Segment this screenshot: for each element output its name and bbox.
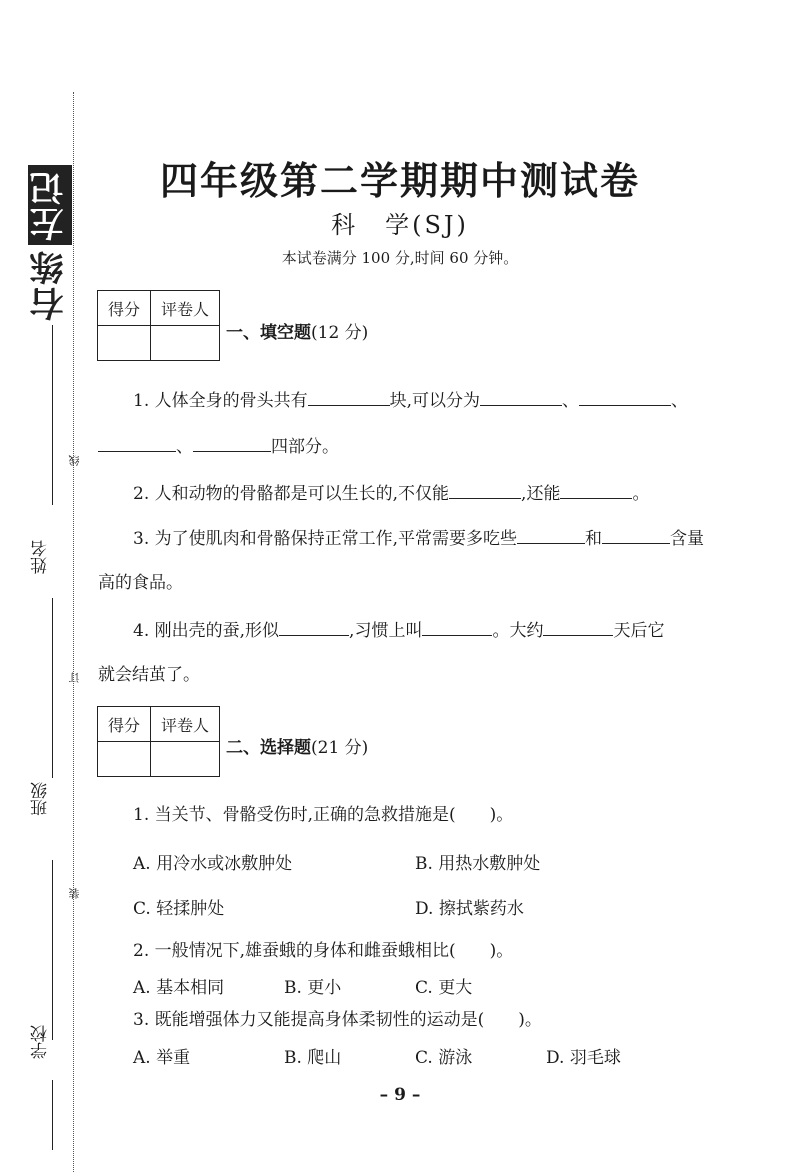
question-1-4: 4. 刚出壳的蚕,形似 ,习惯上叫 。大约 天后它	[133, 617, 753, 643]
option-2-1-b[interactable]: B. 用热水敷肿处	[415, 854, 541, 874]
section-1-title	[226, 318, 368, 343]
blank-answer[interactable]	[279, 617, 349, 636]
blank-answer[interactable]	[543, 617, 613, 636]
option-2-2-b[interactable]: B. 更小	[284, 978, 342, 998]
option-2-1-d[interactable]: D. 擦拭紫药水	[415, 899, 524, 919]
blank-answer[interactable]	[560, 480, 632, 499]
question-1-3: 3. 为了使肌肉和骨骼保持正常工作,平常需要多吃些 和 含量	[133, 525, 753, 551]
question-1-1: 1. 人体全身的骨头共有 块,可以分为 、 、	[133, 387, 753, 413]
school-label: 学校	[31, 1025, 51, 1059]
blank-answer[interactable]	[449, 480, 521, 499]
score-cell[interactable]	[98, 326, 151, 361]
exam-note: 本试卷满分 100 分,时间 60 分钟。	[281, 249, 519, 267]
subject-title: 科 学(SJ)	[331, 211, 469, 239]
option-2-1-c[interactable]: C. 轻揉肿处	[133, 899, 225, 919]
class-line	[52, 860, 53, 1040]
question-2-1: 1. 当关节、骨骼受伤时,正确的急救措施是( )。	[133, 805, 514, 825]
question-2-3: 3. 既能增强体力又能提高身体柔韧性的运动是( )。	[133, 1010, 542, 1030]
cut-mark-bind: 订	[68, 672, 81, 683]
binding-line-top	[52, 325, 53, 505]
score-label: 得分	[98, 707, 151, 742]
blank-answer[interactable]	[308, 387, 390, 406]
option-2-2-c[interactable]: C. 更大	[415, 978, 473, 998]
blank-answer[interactable]	[193, 433, 271, 452]
question-1-3-cont: 高的食品。	[98, 573, 183, 593]
blank-answer[interactable]	[480, 387, 562, 406]
score-label: 得分	[98, 291, 151, 326]
blank-answer[interactable]	[602, 525, 670, 544]
reviewer-label: 评卷人	[151, 291, 220, 326]
section-1-name: 一、填空题	[226, 323, 311, 343]
cut-mark-pack: 装	[68, 888, 81, 899]
score-box-1	[97, 290, 220, 361]
reviewer-cell[interactable]	[151, 326, 220, 361]
section-2-title	[226, 733, 368, 758]
brand-right: 右练	[30, 249, 70, 321]
blank-answer[interactable]	[98, 433, 176, 452]
class-label: 班级	[31, 782, 51, 816]
name-label: 姓名	[31, 540, 51, 574]
reviewer-label: 评卷人	[151, 707, 220, 742]
blank-answer[interactable]	[517, 525, 585, 544]
section-2-points: (21 分)	[311, 738, 369, 758]
brand-left: 左记	[28, 165, 72, 245]
name-line	[52, 598, 53, 778]
section-2-name: 二、选择题	[226, 738, 311, 758]
reviewer-cell[interactable]	[151, 742, 220, 777]
cut-mark-line: 线	[68, 455, 81, 466]
option-2-3-a[interactable]: A. 举重	[133, 1048, 191, 1068]
score-cell[interactable]	[98, 742, 151, 777]
blank-answer[interactable]	[579, 387, 671, 406]
question-1-1-cont: 、 四部分。	[98, 433, 748, 459]
option-2-3-d[interactable]: D. 羽毛球	[546, 1048, 621, 1068]
blank-answer[interactable]	[422, 617, 492, 636]
option-2-1-a[interactable]: A. 用冷水或冰敷肿处	[133, 854, 293, 874]
question-1-4-cont: 就会结茧了。	[98, 665, 200, 685]
score-box-2	[97, 706, 220, 777]
section-1-points: (12 分)	[311, 323, 369, 343]
option-2-2-a[interactable]: A. 基本相同	[133, 978, 225, 998]
option-2-3-c[interactable]: C. 游泳	[415, 1048, 473, 1068]
question-1-2: 2. 人和动物的骨骼都是可以生长的,不仅能 ,还能 。	[133, 480, 753, 506]
page-title: 四年级第二学期期中测试卷	[159, 159, 640, 203]
question-2-2: 2. 一般情况下,雄蚕蛾的身体和雌蚕蛾相比( )。	[133, 941, 514, 961]
option-2-3-b[interactable]: B. 爬山	[284, 1048, 342, 1068]
page-number: – 9 –	[379, 1085, 421, 1105]
